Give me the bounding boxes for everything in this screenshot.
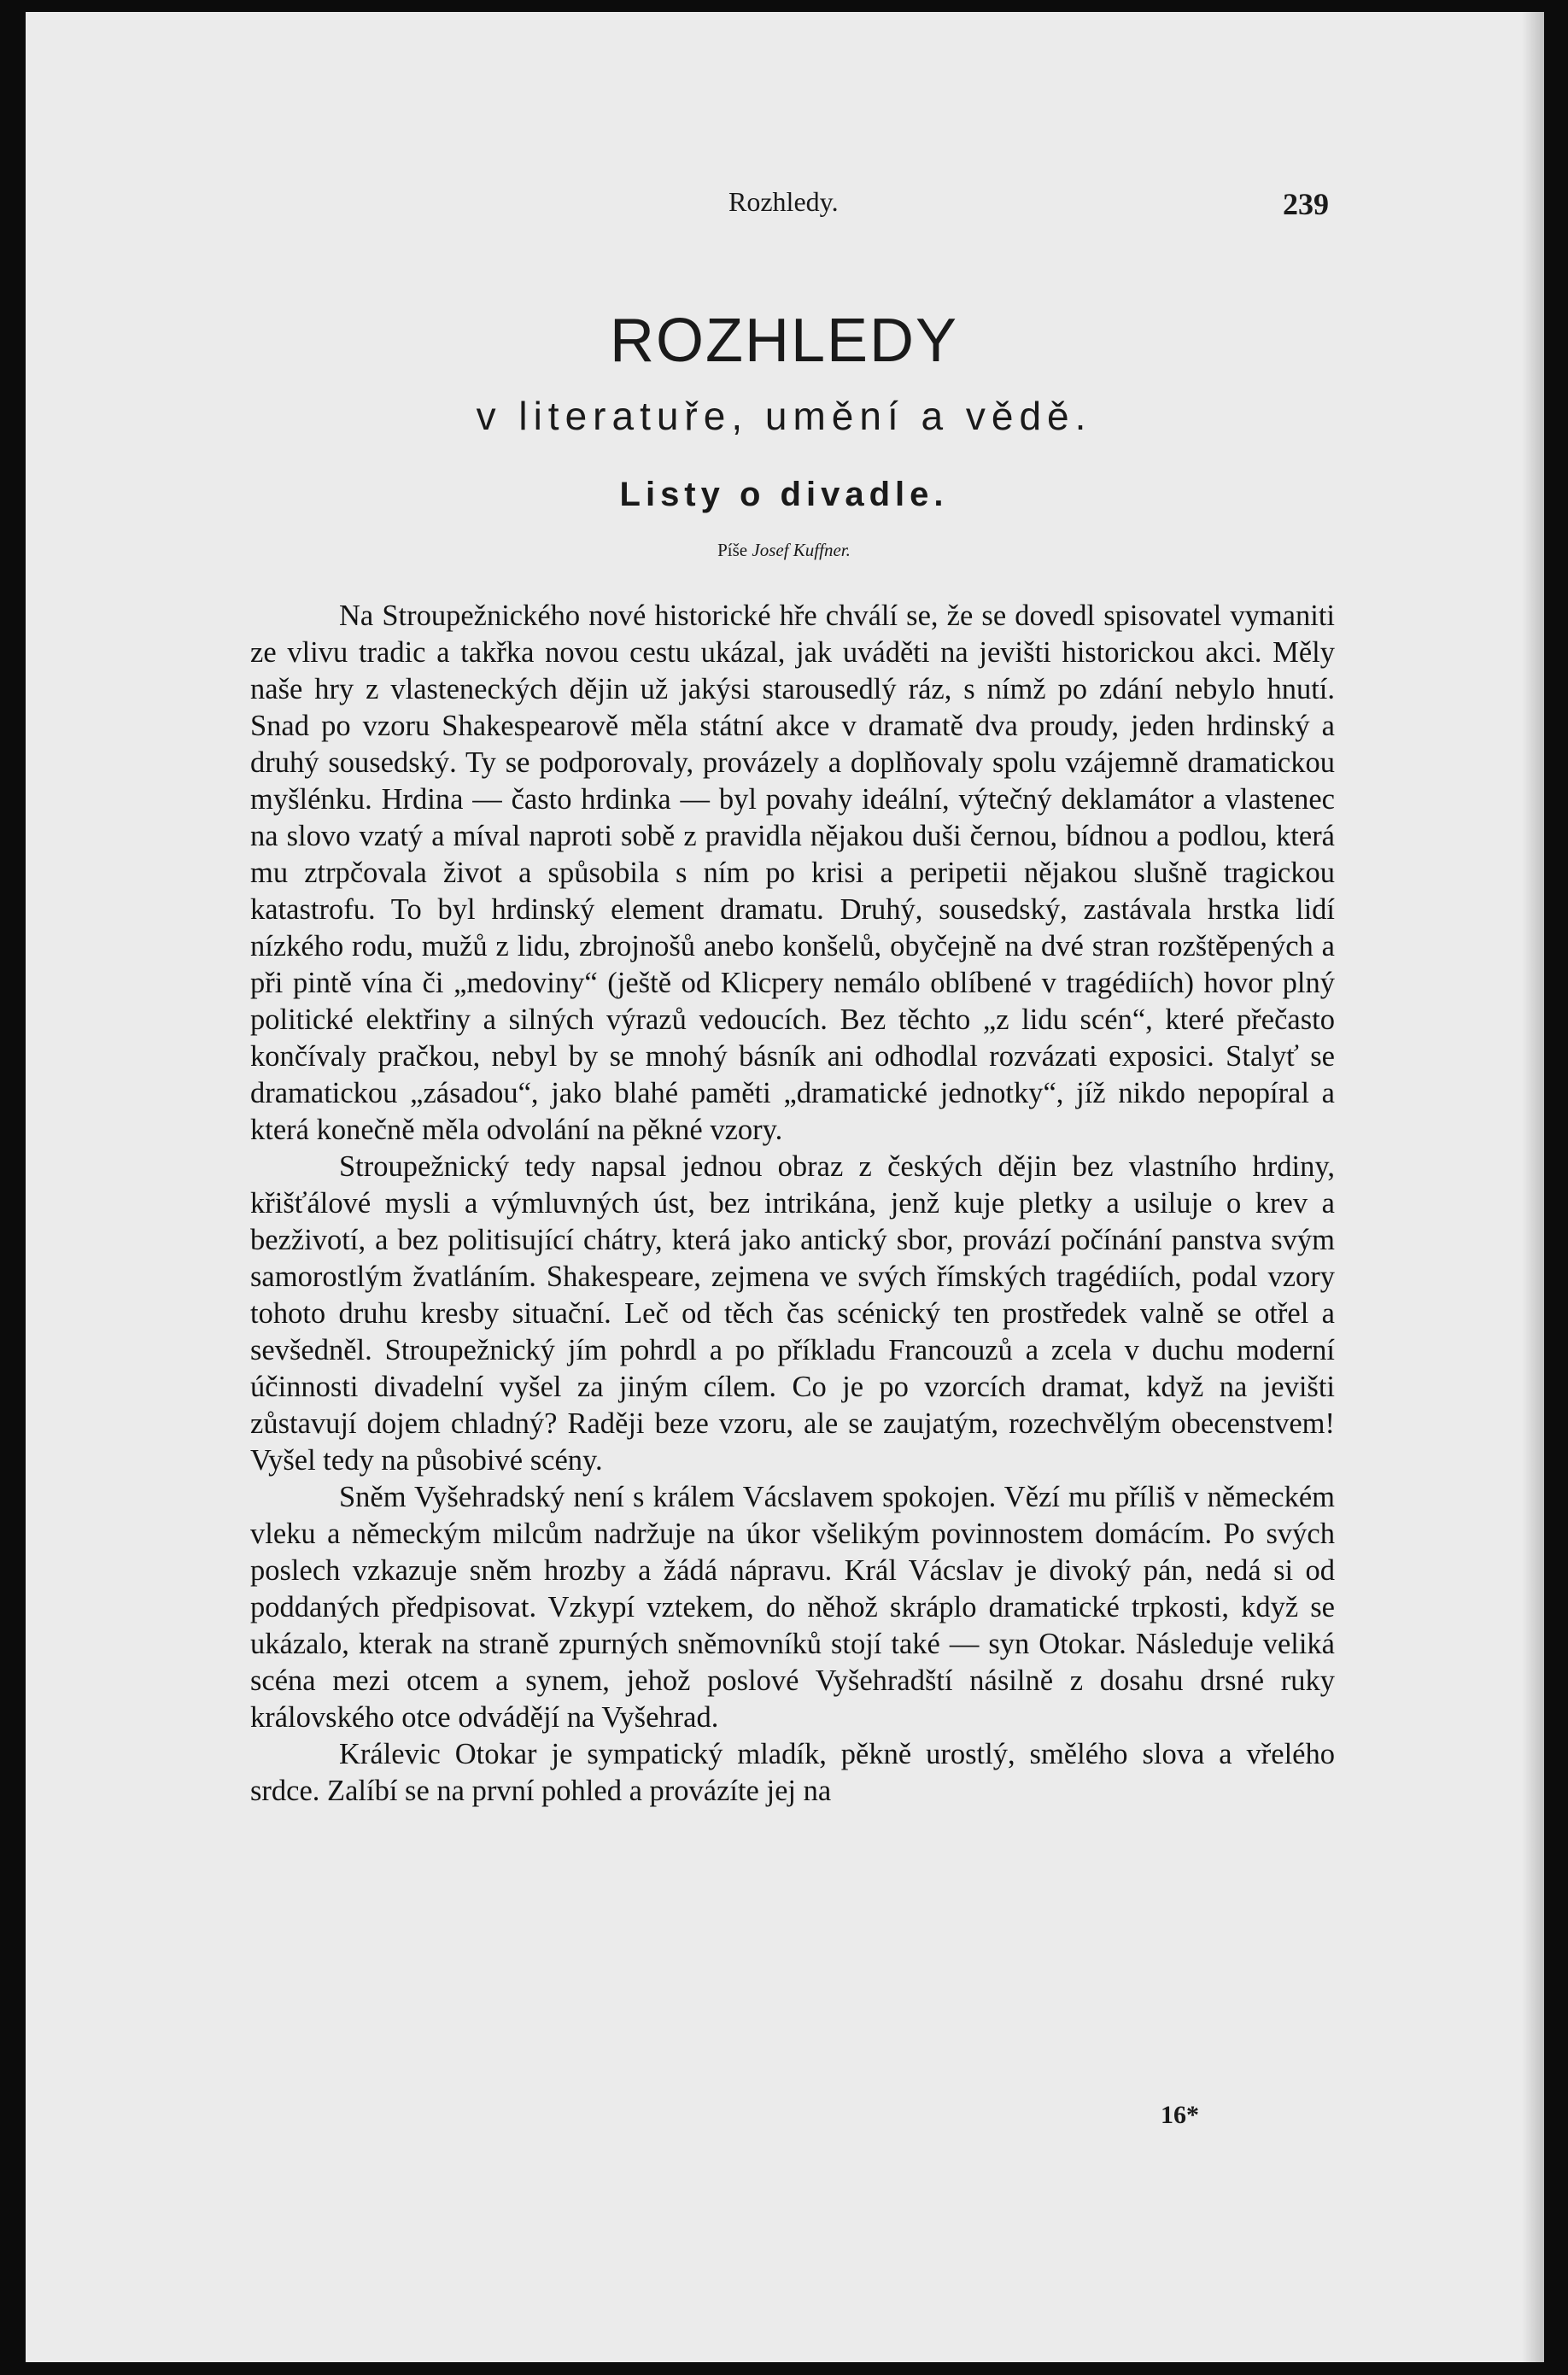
page-number: 239 <box>1283 187 1329 221</box>
article-body <box>250 598 1335 1810</box>
paragraph: Králevic Otokar je sympatický mladík, pěkně urostlý, smělého slova a vřelého srdce. Zalíbí se na první pohled a provázíte jej na <box>250 1738 1335 1807</box>
printer-signature-mark: 16* <box>1161 2101 1199 2129</box>
byline-author: Josef Kuffner. <box>752 540 851 560</box>
subtitle: v literatuře, umění a vědě. <box>476 394 1092 438</box>
paragraph: Sněm Vyšehradský není s králem Vácslavem spokojen. Vězí mu příliš v německém vleku a německým milcům nadržuje na úkor všelikým povinnostem domácím. Po svých poslech vzkazuje sněm hrozby a žádá nápravu. Král Vácslav je divoký pán, nedá si od poddaných předpisovat. Vzkypí vztekem, do něhož skráplo dramatické trpkosti, když se ukázalo, kterak na straně zpurných sněmovníků stojí také — syn Otokar. Následuje veliká scéna mezi otcem a synem, jehož poslové Vyšehradští násilně z dosahu drsné ruky královského otce odvádějí na Vyšehrad. <box>250 1481 1335 1734</box>
main-title: ROZHLEDY <box>609 307 959 375</box>
byline-prefix: Píše <box>717 540 748 560</box>
page-header <box>694 186 1329 220</box>
running-title: Rozhledy. <box>728 186 839 217</box>
paragraph: Na Stroupežnického nové historické hře chválí se, že se dovedl spisovatel vymaniti ze vlivu tradic a takřka novou cestu ukázal, jak uváděti na jevišti historickou akci. Měly naše hry z vlasteneckých dějin už jakýsi starousedlý ráz, s nímž po zdání nebylo hnutí. Snad po vzoru Shakespearově měla státní akce v dramatě dva proudy, jeden hrdinský a druhý sousedský. Ty se podporovaly, provázely a doplňovaly spolu vzájemně dramatickou myšlénku. Hrdina — často hrdinka — byl povahy ideální, výtečný deklamátor a vlastenec na slovo vzatý a míval naproti sobě z pravidla nějakou duši černou, bídnou a podlou, která mu ztrpčovala život a spůsobila s ním po krisi a peripetii nějakou slušně tragickou katastrofu. To byl hrdinský element dramatu. Druhý, sousedský, zastávala hrstka lidí nízkého rodu, mužů z lidu, zbrojnošů anebo konšelů, obyčejně na dvé stran rozštěpených a při pintě vína či „medoviny“ (ještě od Klicpery nemálo oblíbené v tragédiích) hovor plný politické elektřiny a silných výrazů vedoucích. Bez těchto „z lidu scén“, které přečasto končívaly pračkou, nebyl by se mnohý básník ani odhodlal rozvázati exposici. Stalyť se dramatickou „zásadou“, jako blahé paměti „dramatické jednotky“, jíž nikdo nepopíral a která konečně měla odvolání na pěkné vzory. <box>250 600 1335 1146</box>
section-title: Listy o divadle. <box>619 476 949 513</box>
byline <box>0 540 1568 561</box>
paragraph: Stroupežnický tedy napsal jednou obraz z českých dějin bez vlastního hrdiny, křišťálové mysli a výmluvných úst, bez intrikána, jenž kuje pletky a usiluje o krev a bezživotí, a bez politisující chátry, která jako antický sbor, provází počínání panstva svým samorostlým žvatláním. Shakespeare, zejmena ve svých římských tragédiích, podal vzory tohoto druhu kresby situační. Leč od těch čas scénický ten prostředek valně se otřel a sevšedněl. Stroupežnický jím pohrdl a po příkladu Francouzů a zcela v duchu moderní účinnosti divadelní vyšel za jiným cílem. Co je po vzorcích dramat, když na jevišti zůstavují dojem chladný? Raději beze vzoru, ale se zaujatým, rozechvělým obecenstvem! Vyšel tedy na působivé scény. <box>250 1150 1335 1477</box>
